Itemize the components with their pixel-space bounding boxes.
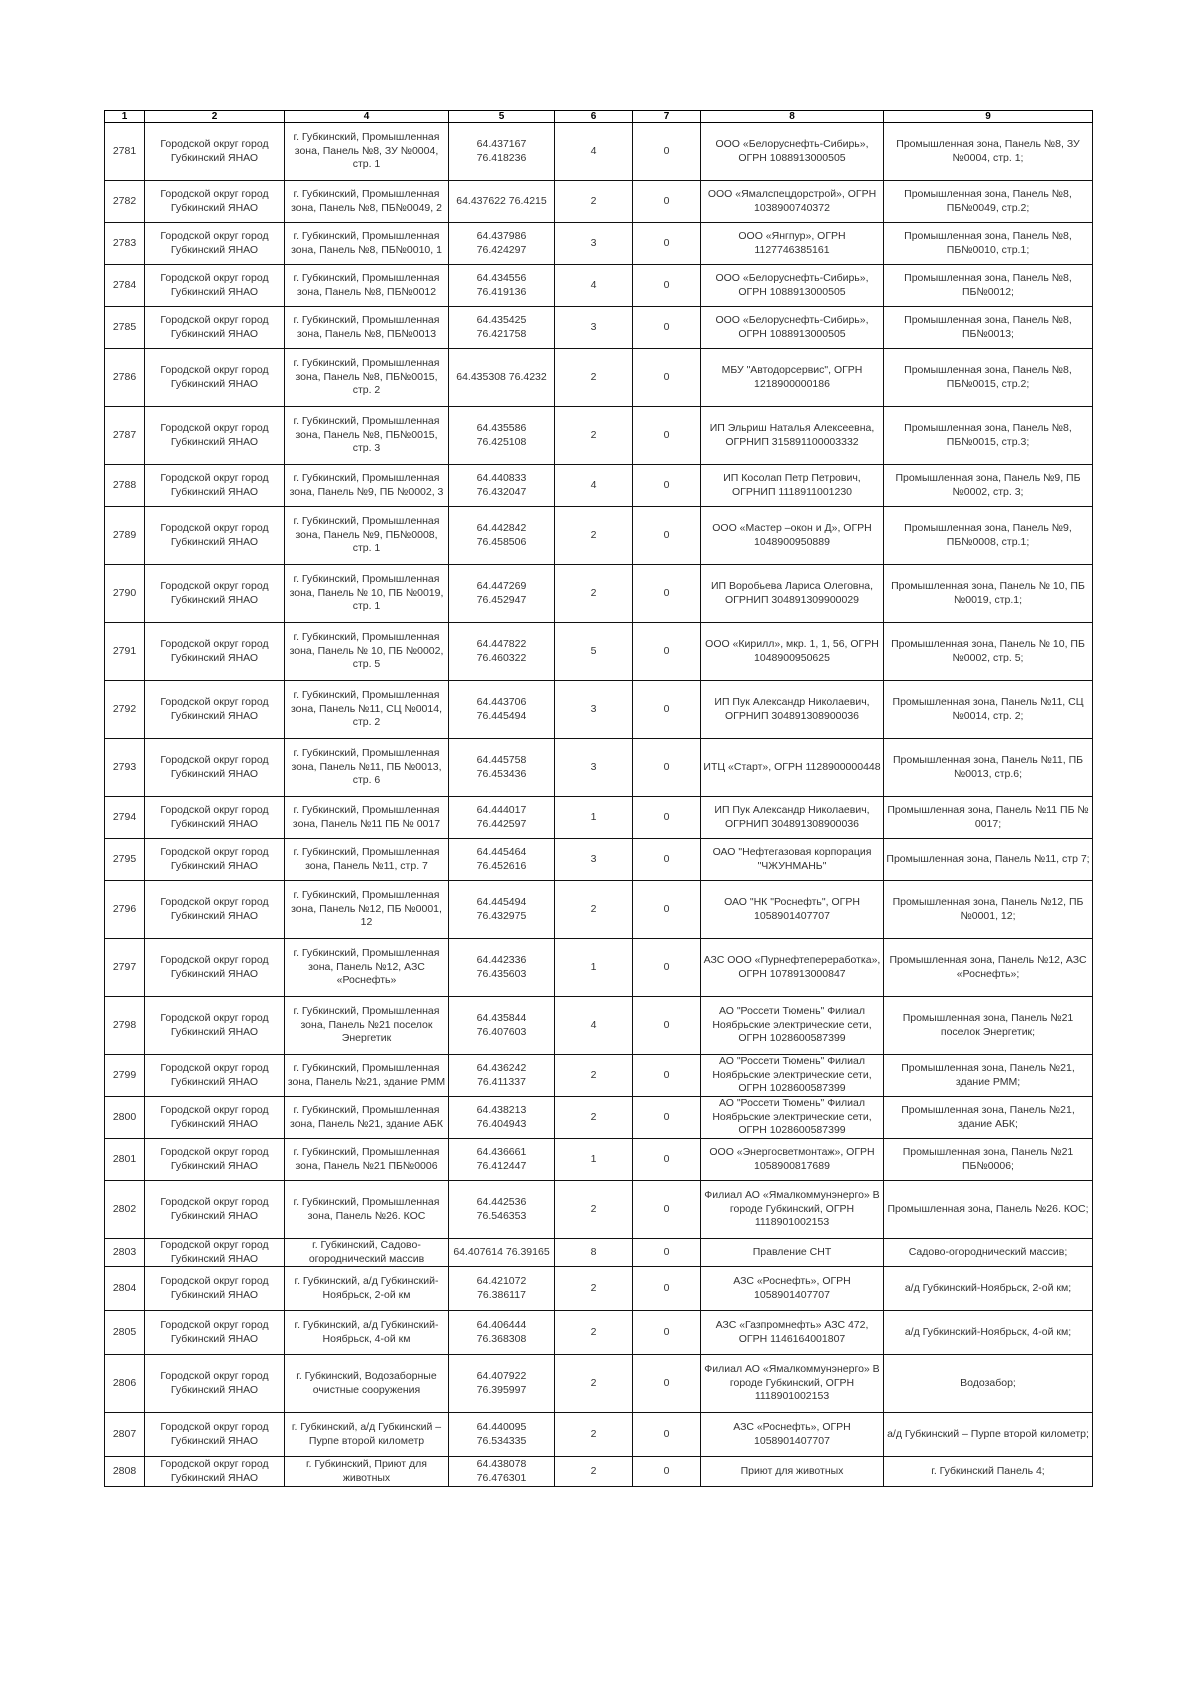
- count-cell: 2: [555, 1311, 633, 1355]
- location-cell: Промышленная зона, Панель №21 ПБ№0006;: [884, 1139, 1093, 1181]
- address-cell: г. Губкинский, Промышленная зона, Панель №21, здание АБК: [285, 1097, 449, 1139]
- location-cell: Промышленная зона, Панель №8, ПБ№0015, стр.2;: [884, 349, 1093, 407]
- count-cell: 5: [555, 623, 633, 681]
- zero-cell: 0: [633, 839, 701, 881]
- count-cell: 2: [555, 1413, 633, 1457]
- district-cell: Городской округ город Губкинский ЯНАО: [145, 307, 285, 349]
- row-number: 2787: [105, 407, 145, 465]
- district-cell: Городской округ город Губкинский ЯНАО: [145, 407, 285, 465]
- address-cell: г. Губкинский, Приют для животных: [285, 1457, 449, 1487]
- owner-cell: АЗС «Газпромнефть» АЗС 472, ОГРН 1146164001807: [701, 1311, 884, 1355]
- coordinates-cell: 64.435586 76.425108: [449, 407, 555, 465]
- coordinates-cell: 64.406444 76.368308: [449, 1311, 555, 1355]
- owner-cell: ОАО "Нефтегазовая корпорация "ЧЖУНМАНЬ": [701, 839, 884, 881]
- table-row: [105, 881, 1093, 939]
- count-cell: 8: [555, 1239, 633, 1267]
- address-cell: г. Губкинский, Промышленная зона, Панель №11 ПБ № 0017: [285, 797, 449, 839]
- district-cell: Городской округ город Губкинский ЯНАО: [145, 1413, 285, 1457]
- zero-cell: 0: [633, 623, 701, 681]
- location-cell: Промышленная зона, Панель №8, ПБ№0012;: [884, 265, 1093, 307]
- address-cell: г. Губкинский, Промышленная зона, Панель №9, ПБ №0002, 3: [285, 465, 449, 507]
- count-cell: 3: [555, 681, 633, 739]
- address-cell: г. Губкинский, а/д Губкинский-Ноябрьск, 2-ой км: [285, 1267, 449, 1311]
- district-cell: Городской округ город Губкинский ЯНАО: [145, 1311, 285, 1355]
- owner-cell: ИП Косолап Петр Петрович, ОГРНИП 1118911001230: [701, 465, 884, 507]
- owner-cell: АЗС ООО «Пурнефтепереработка», ОГРН 1078913000847: [701, 939, 884, 997]
- coordinates-cell: 64.437167 76.418236: [449, 123, 555, 181]
- coordinates-cell: 64.435844 76.407603: [449, 997, 555, 1055]
- owner-cell: ООО «Белоруснефть-Сибирь», ОГРН 1088913000505: [701, 123, 884, 181]
- row-number: 2784: [105, 265, 145, 307]
- location-cell: Промышленная зона, Панель №21, здание АБК;: [884, 1097, 1093, 1139]
- address-cell: г. Губкинский, Промышленная зона, Панель №11, ПБ №0013, стр. 6: [285, 739, 449, 797]
- count-cell: 2: [555, 407, 633, 465]
- table-row: [105, 839, 1093, 881]
- address-cell: г. Губкинский, Водозаборные очистные сооружения: [285, 1355, 449, 1413]
- table-row: [105, 265, 1093, 307]
- row-number: 2800: [105, 1097, 145, 1139]
- location-cell: Промышленная зона, Панель №9, ПБ №0002, стр. 3;: [884, 465, 1093, 507]
- address-cell: г. Губкинский, Промышленная зона, Панель №8, ПБ№0015, стр. 3: [285, 407, 449, 465]
- row-number: 2802: [105, 1181, 145, 1239]
- owner-cell: АЗС «Роснефть», ОГРН 1058901407707: [701, 1413, 884, 1457]
- zero-cell: 0: [633, 1097, 701, 1139]
- location-cell: Промышленная зона, Панель №9, ПБ№0008, стр.1;: [884, 507, 1093, 565]
- address-cell: г. Губкинский, Промышленная зона, Панель № 10, ПБ №0019, стр. 1: [285, 565, 449, 623]
- row-number: 2806: [105, 1355, 145, 1413]
- row-number: 2805: [105, 1311, 145, 1355]
- row-number: 2804: [105, 1267, 145, 1311]
- district-cell: Городской округ город Губкинский ЯНАО: [145, 265, 285, 307]
- table-row: [105, 123, 1093, 181]
- coordinates-cell: 64.442842 76.458506: [449, 507, 555, 565]
- count-cell: 3: [555, 739, 633, 797]
- table-row: [105, 739, 1093, 797]
- header-cell: 4: [285, 111, 449, 123]
- address-cell: г. Губкинский, Промышленная зона, Панель №8, ПБ№0015, стр. 2: [285, 349, 449, 407]
- row-number: 2792: [105, 681, 145, 739]
- district-cell: Городской округ город Губкинский ЯНАО: [145, 681, 285, 739]
- header-cell: 6: [555, 111, 633, 123]
- location-cell: Водозабор;: [884, 1355, 1093, 1413]
- header-cell: 8: [701, 111, 884, 123]
- location-cell: а/д Губкинский-Ноябрьск, 4-ой км;: [884, 1311, 1093, 1355]
- district-cell: Городской округ город Губкинский ЯНАО: [145, 349, 285, 407]
- count-cell: 4: [555, 465, 633, 507]
- zero-cell: 0: [633, 223, 701, 265]
- count-cell: 4: [555, 265, 633, 307]
- row-number: 2808: [105, 1457, 145, 1487]
- district-cell: Городской округ город Губкинский ЯНАО: [145, 1097, 285, 1139]
- count-cell: 2: [555, 349, 633, 407]
- zero-cell: 0: [633, 1181, 701, 1239]
- location-cell: Промышленная зона, Панель №12, АЗС «Роснефть»;: [884, 939, 1093, 997]
- count-cell: 3: [555, 839, 633, 881]
- count-cell: 2: [555, 1055, 633, 1097]
- table-row: [105, 1355, 1093, 1413]
- coordinates-cell: 64.436242 76.411337: [449, 1055, 555, 1097]
- table-row: [105, 307, 1093, 349]
- header-cell: 7: [633, 111, 701, 123]
- coordinates-cell: 64.438078 76.476301: [449, 1457, 555, 1487]
- district-cell: Городской округ город Губкинский ЯНАО: [145, 1181, 285, 1239]
- owner-cell: ООО «Энергосветмонтаж», ОГРН 1058900817689: [701, 1139, 884, 1181]
- table-row: [105, 1181, 1093, 1239]
- zero-cell: 0: [633, 349, 701, 407]
- district-cell: Городской округ город Губкинский ЯНАО: [145, 797, 285, 839]
- zero-cell: 0: [633, 881, 701, 939]
- address-cell: г. Губкинский, Промышленная зона, Панель №8, ПБ№0013: [285, 307, 449, 349]
- address-cell: г. Губкинский, Промышленная зона, Панель №8, ПБ№0012: [285, 265, 449, 307]
- address-cell: г. Губкинский, Промышленная зона, Панель №9, ПБ№0008, стр. 1: [285, 507, 449, 565]
- table-row: [105, 1311, 1093, 1355]
- table-row: [105, 223, 1093, 265]
- address-cell: г. Губкинский, Промышленная зона, Панель №8, ПБ№0010, 1: [285, 223, 449, 265]
- table-row: [105, 407, 1093, 465]
- row-number: 2797: [105, 939, 145, 997]
- location-cell: Промышленная зона, Панель №12, ПБ №0001, 12;: [884, 881, 1093, 939]
- row-number: 2788: [105, 465, 145, 507]
- location-cell: Промышленная зона, Панель №11 ПБ № 0017;: [884, 797, 1093, 839]
- district-cell: Городской округ город Губкинский ЯНАО: [145, 1267, 285, 1311]
- row-number: 2796: [105, 881, 145, 939]
- location-cell: Промышленная зона, Панель №8, ПБ№0010, стр.1;: [884, 223, 1093, 265]
- header-cell: 5: [449, 111, 555, 123]
- row-number: 2795: [105, 839, 145, 881]
- zero-cell: 0: [633, 1311, 701, 1355]
- address-cell: г. Губкинский, Промышленная зона, Панель №11, СЦ №0014, стр. 2: [285, 681, 449, 739]
- coordinates-cell: 64.442536 76.546353: [449, 1181, 555, 1239]
- address-cell: г. Губкинский, Промышленная зона, Панель №11, стр. 7: [285, 839, 449, 881]
- district-cell: Городской округ город Губкинский ЯНАО: [145, 123, 285, 181]
- coordinates-cell: 64.407614 76.39165: [449, 1239, 555, 1267]
- zero-cell: 0: [633, 1457, 701, 1487]
- district-cell: Городской округ город Губкинский ЯНАО: [145, 1457, 285, 1487]
- zero-cell: 0: [633, 465, 701, 507]
- owner-cell: Приют для животных: [701, 1457, 884, 1487]
- row-number: 2791: [105, 623, 145, 681]
- row-number: 2803: [105, 1239, 145, 1267]
- table-row: [105, 623, 1093, 681]
- address-cell: г. Губкинский, Промышленная зона, Панель №26. КОС: [285, 1181, 449, 1239]
- zero-cell: 0: [633, 739, 701, 797]
- address-cell: г. Губкинский, Промышленная зона, Панель №8, ЗУ №0004, стр. 1: [285, 123, 449, 181]
- coordinates-cell: 64.407922 76.395997: [449, 1355, 555, 1413]
- address-cell: г. Губкинский, Садово-огороднический массив: [285, 1239, 449, 1267]
- owner-cell: АЗС «Роснефть», ОГРН 1058901407707: [701, 1267, 884, 1311]
- address-cell: г. Губкинский, Промышленная зона, Панель № 10, ПБ №0002, стр. 5: [285, 623, 449, 681]
- coordinates-cell: 64.442336 76.435603: [449, 939, 555, 997]
- zero-cell: 0: [633, 681, 701, 739]
- count-cell: 2: [555, 1181, 633, 1239]
- location-cell: а/д Губкинский-Ноябрьск, 2-ой км;: [884, 1267, 1093, 1311]
- zero-cell: 0: [633, 1239, 701, 1267]
- table-row: [105, 1267, 1093, 1311]
- address-cell: г. Губкинский, а/д Губкинский – Пурпе второй километр: [285, 1413, 449, 1457]
- zero-cell: 0: [633, 1267, 701, 1311]
- owner-cell: ИП Воробьева Лариса Олеговна, ОГРНИП 304891309900029: [701, 565, 884, 623]
- owner-cell: ОАО "НК "Роснефть", ОГРН 1058901407707: [701, 881, 884, 939]
- coordinates-cell: 64.445464 76.452616: [449, 839, 555, 881]
- table-row: [105, 997, 1093, 1055]
- table-row: [105, 1097, 1093, 1139]
- row-number: 2790: [105, 565, 145, 623]
- row-number: 2789: [105, 507, 145, 565]
- location-cell: Садово-огороднический массив;: [884, 1239, 1093, 1267]
- count-cell: 3: [555, 223, 633, 265]
- location-cell: Промышленная зона, Панель № 10, ПБ №0002, стр. 5;: [884, 623, 1093, 681]
- coordinates-cell: 64.437986 76.424297: [449, 223, 555, 265]
- zero-cell: 0: [633, 1413, 701, 1457]
- table-row: [105, 181, 1093, 223]
- coordinates-cell: 64.438213 76.404943: [449, 1097, 555, 1139]
- table-row: [105, 507, 1093, 565]
- table-row: [105, 565, 1093, 623]
- count-cell: 2: [555, 1097, 633, 1139]
- location-cell: Промышленная зона, Панель №21, здание РММ;: [884, 1055, 1093, 1097]
- owner-cell: АО "Россети Тюмень" Филиал Ноябрьские электрические сети, ОГРН 1028600587399: [701, 1097, 884, 1139]
- coordinates-cell: 64.443706 76.445494: [449, 681, 555, 739]
- count-cell: 1: [555, 797, 633, 839]
- coordinates-cell: 64.447269 76.452947: [449, 565, 555, 623]
- address-cell: г. Губкинский, Промышленная зона, Панель №12, АЗС «Роснефть»: [285, 939, 449, 997]
- table-row: [105, 797, 1093, 839]
- row-number: 2799: [105, 1055, 145, 1097]
- table-row: [105, 939, 1093, 997]
- table-row: [105, 681, 1093, 739]
- table-row: [105, 1239, 1093, 1267]
- header-cell: 1: [105, 111, 145, 123]
- row-number: 2783: [105, 223, 145, 265]
- table-row: [105, 1055, 1093, 1097]
- count-cell: 2: [555, 565, 633, 623]
- district-cell: Городской округ город Губкинский ЯНАО: [145, 997, 285, 1055]
- coordinates-cell: 64.440833 76.432047: [449, 465, 555, 507]
- row-number: 2782: [105, 181, 145, 223]
- zero-cell: 0: [633, 939, 701, 997]
- location-cell: Промышленная зона, Панель №21 поселок Энергетик;: [884, 997, 1093, 1055]
- owner-cell: Правление СНТ: [701, 1239, 884, 1267]
- row-number: 2798: [105, 997, 145, 1055]
- district-cell: Городской округ город Губкинский ЯНАО: [145, 939, 285, 997]
- header-cell: 2: [145, 111, 285, 123]
- address-cell: г. Губкинский, Промышленная зона, Панель №21 ПБ№0006: [285, 1139, 449, 1181]
- location-cell: а/д Губкинский – Пурпе второй километр;: [884, 1413, 1093, 1457]
- coordinates-cell: 64.445494 76.432975: [449, 881, 555, 939]
- district-cell: Городской округ город Губкинский ЯНАО: [145, 623, 285, 681]
- address-cell: г. Губкинский, Промышленная зона, Панель №8, ПБ№0049, 2: [285, 181, 449, 223]
- zero-cell: 0: [633, 1355, 701, 1413]
- zero-cell: 0: [633, 1055, 701, 1097]
- location-cell: Промышленная зона, Панель №8, ПБ№0049, стр.2;: [884, 181, 1093, 223]
- owner-cell: ООО «Белоруснефть-Сибирь», ОГРН 1088913000505: [701, 307, 884, 349]
- location-cell: Промышленная зона, Панель № 10, ПБ №0019, стр.1;: [884, 565, 1093, 623]
- district-cell: Городской округ город Губкинский ЯНАО: [145, 881, 285, 939]
- row-number: 2801: [105, 1139, 145, 1181]
- zero-cell: 0: [633, 797, 701, 839]
- count-cell: 2: [555, 507, 633, 565]
- header-row: [105, 111, 1093, 123]
- district-cell: Городской округ город Губкинский ЯНАО: [145, 839, 285, 881]
- location-cell: Промышленная зона, Панель №11, СЦ №0014, стр. 2;: [884, 681, 1093, 739]
- location-cell: Промышленная зона, Панель №8, ПБ№0015, стр.3;: [884, 407, 1093, 465]
- coordinates-cell: 64.440095 76.534335: [449, 1413, 555, 1457]
- zero-cell: 0: [633, 123, 701, 181]
- count-cell: 3: [555, 307, 633, 349]
- location-cell: Промышленная зона, Панель №26. КОС;: [884, 1181, 1093, 1239]
- registry-table: [104, 110, 1093, 1487]
- coordinates-cell: 64.445758 76.453436: [449, 739, 555, 797]
- location-cell: Промышленная зона, Панель №8, ПБ№0013;: [884, 307, 1093, 349]
- district-cell: Городской округ город Губкинский ЯНАО: [145, 1055, 285, 1097]
- coordinates-cell: 64.421072 76.386117: [449, 1267, 555, 1311]
- address-cell: г. Губкинский, Промышленная зона, Панель №21, здание РММ: [285, 1055, 449, 1097]
- owner-cell: Филиал АО «Ямалкоммунэнерго» В городе Губкинский, ОГРН 1118901002153: [701, 1181, 884, 1239]
- count-cell: 2: [555, 1457, 633, 1487]
- zero-cell: 0: [633, 507, 701, 565]
- owner-cell: ИП Эльриш Наталья Алексеевна, ОГРНИП 315891100003332: [701, 407, 884, 465]
- coordinates-cell: 64.435308 76.4232: [449, 349, 555, 407]
- coordinates-cell: 64.437622 76.4215: [449, 181, 555, 223]
- owner-cell: ИП Пук Александр Николаевич, ОГРНИП 304891308900036: [701, 681, 884, 739]
- table-row: [105, 1139, 1093, 1181]
- owner-cell: ООО «Мастер –окон и Д», ОГРН 1048900950889: [701, 507, 884, 565]
- coordinates-cell: 64.447822 76.460322: [449, 623, 555, 681]
- zero-cell: 0: [633, 1139, 701, 1181]
- count-cell: 4: [555, 123, 633, 181]
- owner-cell: ИП Пук Александр Николаевич, ОГРНИП 304891308900036: [701, 797, 884, 839]
- table-row: [105, 1457, 1093, 1487]
- district-cell: Городской округ город Губкинский ЯНАО: [145, 1355, 285, 1413]
- location-cell: Промышленная зона, Панель №8, ЗУ №0004, стр. 1;: [884, 123, 1093, 181]
- coordinates-cell: 64.435425 76.421758: [449, 307, 555, 349]
- owner-cell: ООО «Янгпур», ОГРН 1127746385161: [701, 223, 884, 265]
- table-row: [105, 1413, 1093, 1457]
- district-cell: Городской округ город Губкинский ЯНАО: [145, 465, 285, 507]
- zero-cell: 0: [633, 565, 701, 623]
- count-cell: 2: [555, 1355, 633, 1413]
- district-cell: Городской округ город Губкинский ЯНАО: [145, 1139, 285, 1181]
- zero-cell: 0: [633, 307, 701, 349]
- table-row: [105, 465, 1093, 507]
- district-cell: Городской округ город Губкинский ЯНАО: [145, 565, 285, 623]
- zero-cell: 0: [633, 997, 701, 1055]
- count-cell: 2: [555, 1267, 633, 1311]
- row-number: 2786: [105, 349, 145, 407]
- district-cell: Городской округ город Губкинский ЯНАО: [145, 181, 285, 223]
- count-cell: 1: [555, 1139, 633, 1181]
- location-cell: г. Губкинский Панель 4;: [884, 1457, 1093, 1487]
- zero-cell: 0: [633, 265, 701, 307]
- owner-cell: АО "Россети Тюмень" Филиал Ноябрьские электрические сети, ОГРН 1028600587399: [701, 997, 884, 1055]
- count-cell: 4: [555, 997, 633, 1055]
- address-cell: г. Губкинский, а/д Губкинский-Ноябрьск, 4-ой км: [285, 1311, 449, 1355]
- row-number: 2794: [105, 797, 145, 839]
- row-number: 2793: [105, 739, 145, 797]
- owner-cell: ООО «Ямалспецдорстрой», ОГРН 1038900740372: [701, 181, 884, 223]
- coordinates-cell: 64.444017 76.442597: [449, 797, 555, 839]
- table-row: [105, 349, 1093, 407]
- row-number: 2785: [105, 307, 145, 349]
- row-number: 2781: [105, 123, 145, 181]
- district-cell: Городской округ город Губкинский ЯНАО: [145, 1239, 285, 1267]
- owner-cell: ООО «Кирилл», мкр. 1, 1, 56, ОГРН 1048900950625: [701, 623, 884, 681]
- zero-cell: 0: [633, 407, 701, 465]
- coordinates-cell: 64.436661 76.412447: [449, 1139, 555, 1181]
- zero-cell: 0: [633, 181, 701, 223]
- count-cell: 1: [555, 939, 633, 997]
- owner-cell: МБУ "Автодорсервис", ОГРН 1218900000186: [701, 349, 884, 407]
- count-cell: 2: [555, 181, 633, 223]
- location-cell: Промышленная зона, Панель №11, ПБ №0013, стр.6;: [884, 739, 1093, 797]
- district-cell: Городской округ город Губкинский ЯНАО: [145, 507, 285, 565]
- count-cell: 2: [555, 881, 633, 939]
- coordinates-cell: 64.434556 76.419136: [449, 265, 555, 307]
- header-cell: 9: [884, 111, 1093, 123]
- owner-cell: ИТЦ «Старт», ОГРН 1128900000448: [701, 739, 884, 797]
- address-cell: г. Губкинский, Промышленная зона, Панель №21 поселок Энергетик: [285, 997, 449, 1055]
- district-cell: Городской округ город Губкинский ЯНАО: [145, 223, 285, 265]
- location-cell: Промышленная зона, Панель №11, стр 7;: [884, 839, 1093, 881]
- owner-cell: АО "Россети Тюмень" Филиал Ноябрьские электрические сети, ОГРН 1028600587399: [701, 1055, 884, 1097]
- address-cell: г. Губкинский, Промышленная зона, Панель №12, ПБ №0001, 12: [285, 881, 449, 939]
- owner-cell: Филиал АО «Ямалкоммунэнерго» В городе Губкинский, ОГРН 1118901002153: [701, 1355, 884, 1413]
- row-number: 2807: [105, 1413, 145, 1457]
- district-cell: Городской округ город Губкинский ЯНАО: [145, 739, 285, 797]
- owner-cell: ООО «Белоруснефть-Сибирь», ОГРН 1088913000505: [701, 265, 884, 307]
